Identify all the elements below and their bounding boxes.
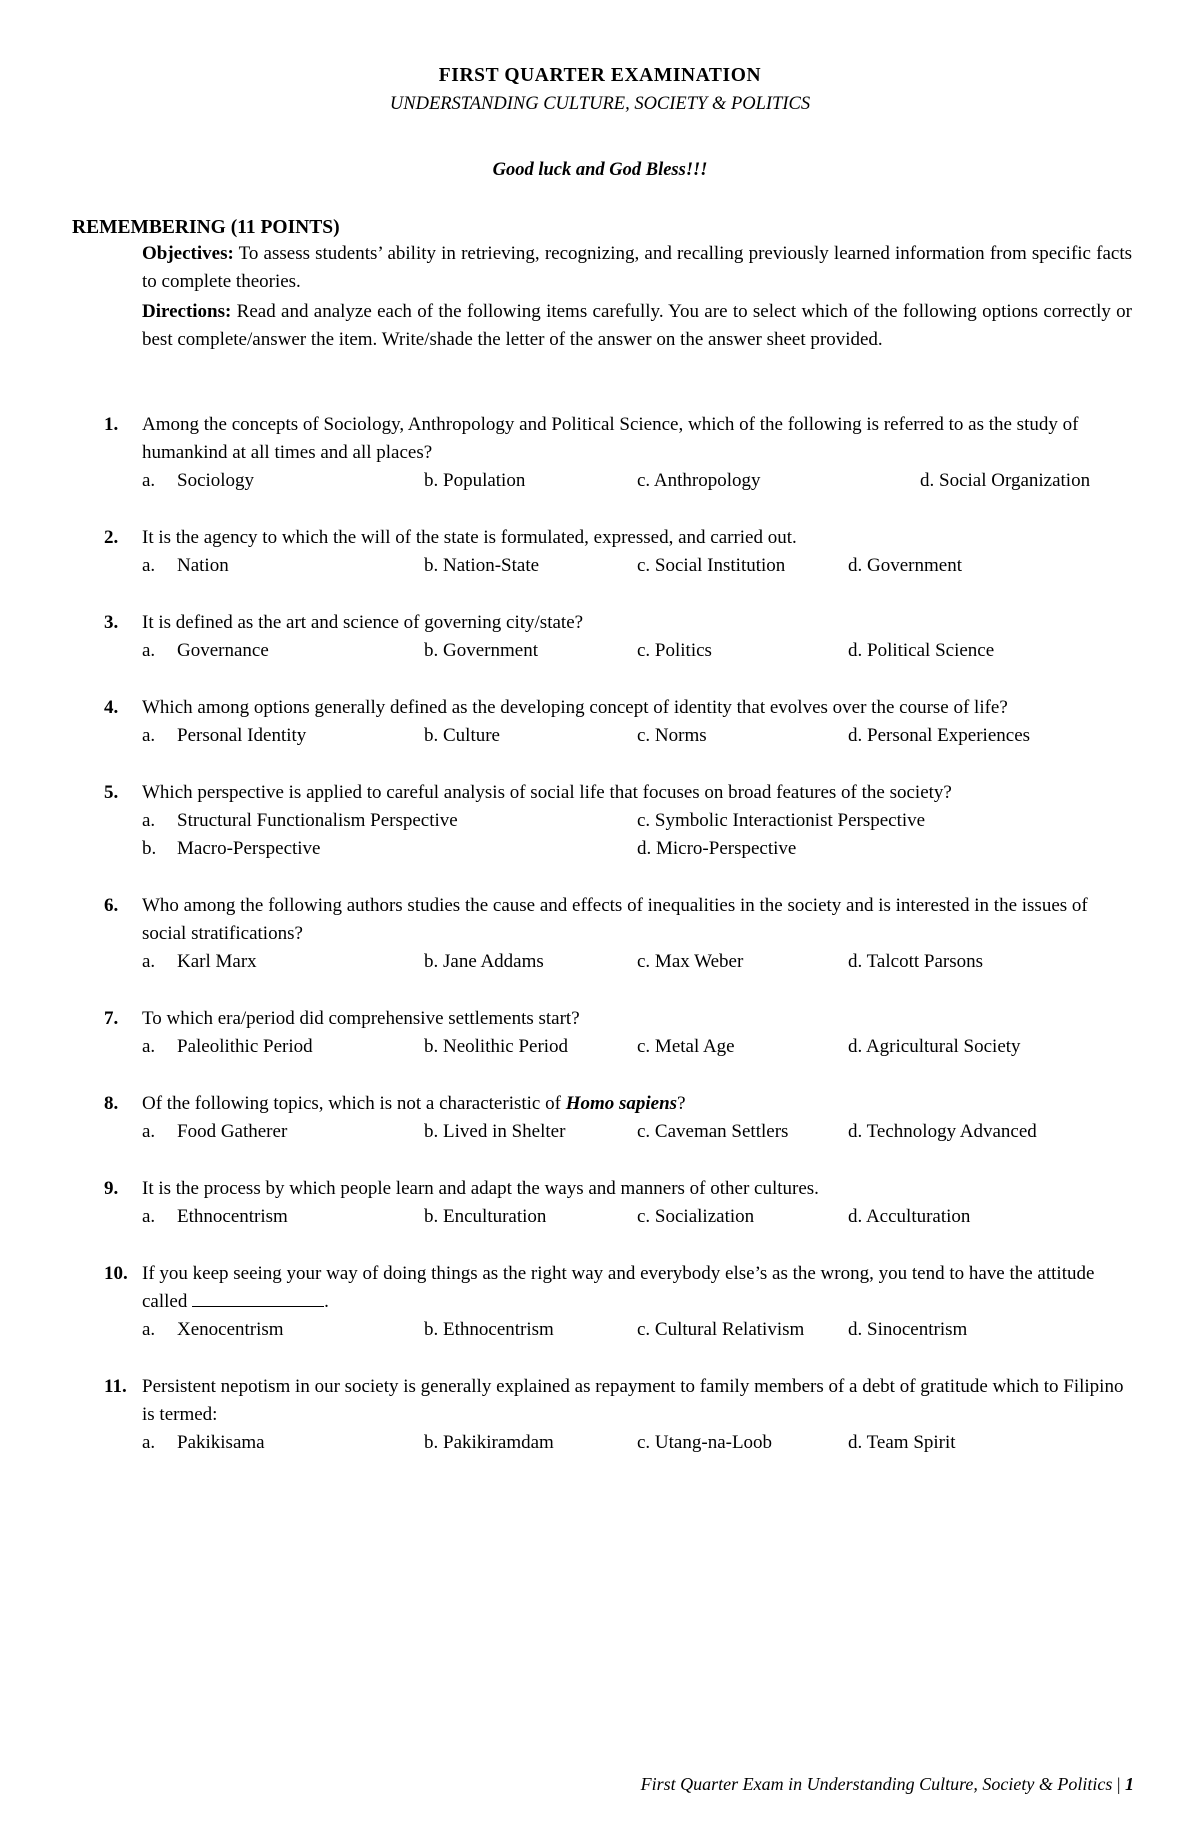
- option-a: a. Pakikisama: [142, 1432, 265, 1453]
- options-row: [0, 1118, 1200, 1146]
- question-number: 1.: [104, 414, 119, 435]
- option-b: b. Lived in Shelter: [424, 1121, 566, 1142]
- option-c: c. Metal Age: [637, 1036, 735, 1057]
- option-b: b. Jane Addams: [424, 951, 544, 972]
- footer-separator: |: [1112, 1774, 1125, 1794]
- option-b: b. Culture: [424, 725, 500, 746]
- options-row: [0, 637, 1200, 665]
- question-number: 3.: [104, 612, 119, 633]
- question-1: [0, 411, 1200, 495]
- question-text: It is the process by which people learn and adapt the ways and manners of other cultures.: [142, 1178, 819, 1199]
- question-text: Among the concepts of Sociology, Anthropology and Political Science, which of the following is referred to as the study of humankind at all times and all places?: [142, 414, 1079, 463]
- option-a: a. Xenocentrism: [142, 1319, 284, 1340]
- question-4: [0, 694, 1200, 750]
- option-a: a. Personal Identity: [142, 725, 307, 746]
- options-row: [0, 835, 1200, 863]
- option-c: c. Norms: [637, 725, 707, 746]
- options-row: [0, 807, 1200, 835]
- objectives-text: To assess students’ ability in retrieving, recognizing, and recalling previously learned information from specific facts to complete theories.: [142, 243, 1132, 292]
- option-b: b. Ethnocentrism: [424, 1319, 554, 1340]
- option-d: d. Talcott Parsons: [848, 951, 984, 972]
- question-number: 9.: [104, 1178, 119, 1199]
- option-b: b. Neolithic Period: [424, 1036, 569, 1057]
- option-d: d. Technology Advanced: [848, 1121, 1037, 1142]
- question-7: [0, 1005, 1200, 1061]
- options-row: [0, 722, 1200, 750]
- option-a: a. Structural Functionalism Perspective: [142, 810, 458, 831]
- option-b: b. Pakikiramdam: [424, 1432, 554, 1453]
- question-11: [0, 1373, 1200, 1457]
- answer-blank: [192, 1288, 324, 1307]
- question-number: 2.: [104, 527, 119, 548]
- question-number: 11.: [104, 1376, 127, 1397]
- question-number: 7.: [104, 1008, 119, 1029]
- option-b: b. Enculturation: [424, 1206, 547, 1227]
- option-c: c. Utang-na-Loob: [637, 1432, 773, 1453]
- option-b: b. Nation-State: [424, 555, 540, 576]
- option-d: d. Personal Experiences: [848, 725, 1031, 746]
- question-number: 4.: [104, 697, 119, 718]
- option-c: c. Anthropology: [637, 470, 761, 491]
- question-9: [0, 1175, 1200, 1231]
- option-a: a. Governance: [142, 640, 269, 661]
- question-number: 10.: [104, 1263, 128, 1284]
- section-heading: REMEMBERING (11 POINTS): [72, 217, 340, 238]
- page-footer: [641, 1770, 1134, 1798]
- objectives-label: Objectives:: [142, 243, 234, 264]
- option-d: d. Government: [848, 555, 962, 576]
- question-10: [0, 1260, 1200, 1344]
- footer-text: First Quarter Exam in Understanding Culture, Society & Politics: [640, 1774, 1113, 1794]
- question-text: Which among options generally defined as the developing concept of identity that evolves over the course of life?: [142, 697, 1008, 718]
- option-b: b. Macro-Perspective: [142, 838, 321, 859]
- exam-title: FIRST QUARTER EXAMINATION: [438, 65, 762, 86]
- question-3: [0, 609, 1200, 665]
- options-row: [0, 948, 1200, 976]
- directions-text: Read and analyze each of the following items carefully. You are to select which of the following options correctly or best complete/answer the item. Write/shade the letter of the answer on the answer sheet provided.: [142, 301, 1132, 350]
- question-2: [0, 524, 1200, 580]
- question-number: 8.: [104, 1093, 119, 1114]
- greeting: Good luck and God Bless!!!: [492, 160, 708, 180]
- option-a: a. Sociology: [142, 470, 255, 491]
- option-a: a. Nation: [142, 555, 229, 576]
- option-d: d. Sinocentrism: [848, 1319, 968, 1340]
- directions-paragraph: [142, 298, 1132, 354]
- option-c: c. Socialization: [637, 1206, 755, 1227]
- option-c: c. Politics: [637, 640, 712, 661]
- options-row: [0, 1203, 1200, 1231]
- option-a: a. Karl Marx: [142, 951, 257, 972]
- option-c: c. Caveman Settlers: [637, 1121, 789, 1142]
- option-b: b. Government: [424, 640, 538, 661]
- objectives-paragraph: [142, 240, 1132, 296]
- option-a: a. Food Gatherer: [142, 1121, 288, 1142]
- question-text: It is defined as the art and science of governing city/state?: [142, 612, 584, 633]
- page-number: 1: [1125, 1774, 1134, 1794]
- exam-subtitle: UNDERSTANDING CULTURE, SOCIETY & POLITICS: [389, 94, 811, 114]
- option-d: d. Acculturation: [848, 1206, 971, 1227]
- question-text: To which era/period did comprehensive settlements start?: [142, 1008, 580, 1029]
- question-number: 6.: [104, 895, 119, 916]
- option-c: c. Cultural Relativism: [637, 1319, 805, 1340]
- option-d: d. Micro-Perspective: [637, 838, 797, 859]
- options-row: [0, 1316, 1200, 1344]
- question-number: 5.: [104, 782, 119, 803]
- question-text: Persistent nepotism in our society is generally explained as repayment to family members of a debt of gratitude which to Filipino is termed:: [142, 1376, 1124, 1425]
- question-text: Who among the following authors studies the cause and effects of inequalities in the society and is interested in the issues of social stratifications?: [142, 895, 1088, 944]
- option-d: d. Social Organization: [920, 470, 1091, 491]
- question-text: It is the agency to which the will of the state is formulated, expressed, and carried out.: [142, 527, 797, 548]
- question-text: Of the following topics, which is not a characteristic of Homo sapiens?: [142, 1093, 686, 1114]
- directions-label: Directions:: [142, 301, 232, 322]
- question-8: [0, 1090, 1200, 1146]
- option-c: c. Max Weber: [637, 951, 744, 972]
- options-row: [0, 1033, 1200, 1061]
- options-row: [0, 467, 1200, 495]
- emphasized-term: Homo sapiens: [565, 1093, 678, 1114]
- question-text: Which perspective is applied to careful analysis of social life that focuses on broad features of the society?: [142, 782, 952, 803]
- option-d: d. Team Spirit: [848, 1432, 956, 1453]
- question-5: [0, 779, 1200, 863]
- option-b: b. Population: [424, 470, 526, 491]
- option-a: a. Ethnocentrism: [142, 1206, 288, 1227]
- option-d: d. Agricultural Society: [848, 1036, 1021, 1057]
- option-a: a. Paleolithic Period: [142, 1036, 313, 1057]
- option-d: d. Political Science: [848, 640, 995, 661]
- option-c: c. Symbolic Interactionist Perspective: [637, 810, 926, 831]
- option-c: c. Social Institution: [637, 555, 786, 576]
- options-row: [0, 1429, 1200, 1457]
- question-6: [0, 892, 1200, 976]
- question-text: If you keep seeing your way of doing things as the right way and everybody else’s as the wrong, you tend to have the attitude called .: [142, 1263, 1095, 1312]
- options-row: [0, 552, 1200, 580]
- question-list: [0, 411, 1200, 1486]
